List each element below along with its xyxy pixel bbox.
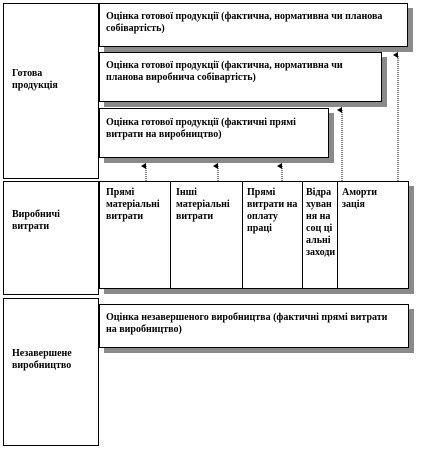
wip-label: Незавершене виробництво <box>12 348 72 371</box>
finished-goods-label: Готова продукція <box>12 68 58 91</box>
estimate-text-2: Оцінка готової продукції (фактична, нормативна чи планова виробнича собівартість) <box>106 60 343 83</box>
estimate-text-3: Оцінка готової продукції (фактичні прямі витрати на виробництво) <box>106 117 296 140</box>
cost-item-other-materials: Інші матеріальні витрати <box>176 187 230 222</box>
wip-estimate-text: Оцінка незавершеного виробництва (фактичні прямі витрати на виробництво) <box>106 312 388 335</box>
cost-item-direct-materials: Прямі матеріальні витрати <box>106 187 160 222</box>
estimate-text-1: Оцінка готової продукції (фактична, нормативна чи планова собівартість) <box>106 11 383 34</box>
cost-item-social-contributions: Відрахування на соц ціальні заходи <box>306 187 336 258</box>
cost-item-amortization: Аморти зація <box>342 187 378 210</box>
cost-item-direct-labor: Прямі витрати на оплату праці <box>247 187 298 234</box>
production-costs-label: Виробничі витрати <box>12 209 60 232</box>
